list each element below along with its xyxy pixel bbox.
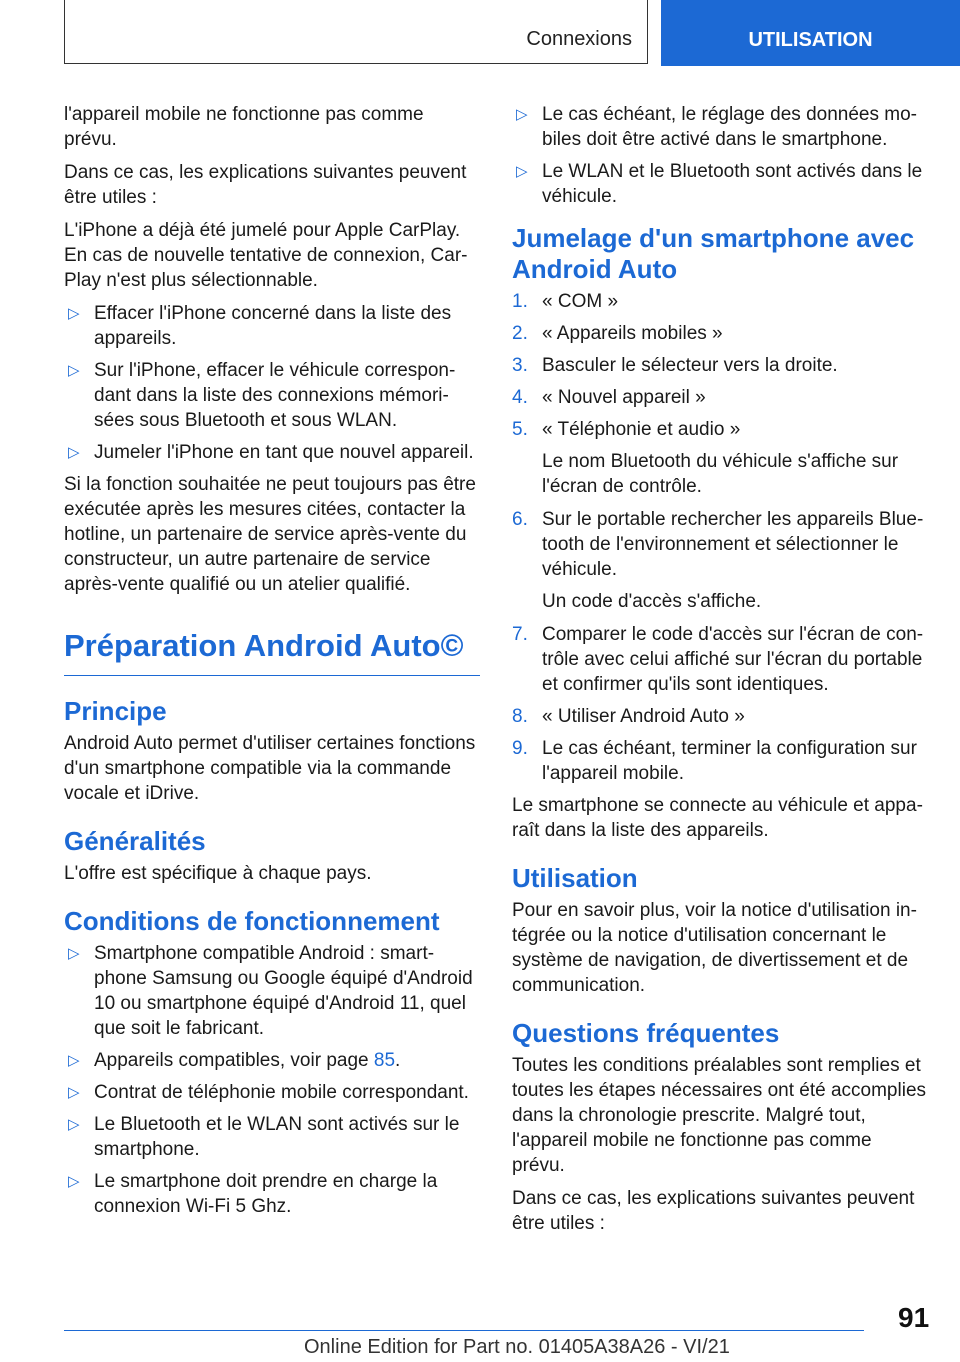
list-item-text: Le cas échéant, le réglage des données mobiles doit être activé dans le smartphone. bbox=[542, 104, 917, 150]
section-heading-utilisation: Utilisation bbox=[512, 863, 638, 893]
section-heading-generalites: Généralités bbox=[64, 826, 206, 856]
step-text: Basculer le sélecteur vers la droite. bbox=[542, 355, 838, 376]
list-item bbox=[64, 440, 480, 465]
list-item-text: Jumeler l'iPhone en tant que nouvel appareil. bbox=[94, 442, 474, 463]
section-heading-principe: Principe bbox=[64, 696, 167, 726]
conditions-list bbox=[64, 941, 480, 1219]
step-text: « Nouvel appareil » bbox=[542, 387, 706, 408]
list-item bbox=[64, 301, 480, 351]
step-number: 5. bbox=[512, 419, 528, 440]
steps-list bbox=[512, 507, 928, 582]
step-number: 9. bbox=[512, 738, 528, 759]
step-item bbox=[512, 353, 928, 378]
triangle-bullet-icon: ▷ bbox=[68, 945, 80, 962]
step-item bbox=[512, 507, 928, 582]
paragraph: Dans ce cas, les explications suivantes peuvent être utiles : bbox=[512, 1188, 915, 1234]
triangle-bullet-icon: ▷ bbox=[68, 1116, 80, 1133]
step-text: Sur le portable rechercher les appareils Bluetooth de l'environnement et sélectionner le véhicule. bbox=[542, 509, 924, 580]
list-item bbox=[512, 159, 928, 209]
paragraph: Si la fonction souhaitée ne peut toujours pas être exécutée après les mesures citées, contacter la hotline, un partenaire de service après-vente du constructeur, un autre partenaire de service après-vente qualifié ou un atelier qualifié. bbox=[64, 474, 476, 595]
step-item bbox=[512, 385, 928, 410]
list-item bbox=[64, 941, 480, 1041]
section-heading-questions: Questions fréquentes bbox=[512, 1018, 780, 1048]
step-item bbox=[512, 417, 928, 442]
page-reference-link[interactable]: 85 bbox=[373, 1050, 396, 1071]
list-item-text: Le Bluetooth et le WLAN sont activés sur le smartphone. bbox=[94, 1114, 460, 1160]
step-number: 1. bbox=[512, 291, 528, 312]
list-item bbox=[64, 358, 480, 433]
step-number: 3. bbox=[512, 355, 528, 376]
triangle-bullet-icon: ▷ bbox=[68, 444, 80, 461]
left-column bbox=[64, 102, 480, 1226]
chapter-heading: Préparation Android Auto© bbox=[64, 627, 480, 676]
footer-divider bbox=[64, 1330, 864, 1331]
step-number: 6. bbox=[512, 509, 528, 530]
right-column bbox=[512, 102, 928, 1244]
step-text: Comparer le code d'accès sur l'écran de contrôle avec celui affiché sur l'écran du portable et confirmer qu'ils sont identiques. bbox=[542, 624, 924, 695]
steps-list bbox=[512, 622, 928, 786]
footer-edition: Online Edition for Part no. 01405A38A26 - VI/21 bbox=[304, 1336, 730, 1358]
triangle-bullet-icon: ▷ bbox=[516, 106, 528, 123]
section-heading-conditions: Conditions de fonctionnement bbox=[64, 906, 440, 936]
chapter-tab bbox=[661, 0, 960, 66]
list-item bbox=[64, 1112, 480, 1162]
list-item bbox=[64, 1048, 480, 1073]
list-item-text: Effacer l'iPhone concerné dans la liste des appareils. bbox=[94, 303, 452, 349]
list-item bbox=[64, 1169, 480, 1219]
step-text: « COM » bbox=[542, 291, 619, 312]
step-note: Le nom Bluetooth du véhicule s'affiche sur l'écran de contrôle. bbox=[542, 451, 899, 497]
chapter-label: UTILISATION bbox=[748, 28, 873, 51]
step-number: 4. bbox=[512, 387, 528, 408]
paragraph: Toutes les conditions préalables sont remplies et toutes les étapes nécessaires ont été accomplies dans la chronologie prescrite. Malgré tout, l'appareil mobile ne fonctionne pas comme prévu. bbox=[512, 1055, 927, 1176]
step-text: Le cas échéant, terminer la configuration sur l'appareil mobile. bbox=[542, 738, 917, 784]
step-number: 2. bbox=[512, 323, 528, 344]
paragraph: L'iPhone a déjà été jumelé pour Apple CarPlay. En cas de nouvelle tentative de connexion, CarPlay n'est plus sélectionnable. bbox=[64, 220, 468, 291]
page-number: 91 bbox=[898, 1302, 930, 1333]
list-item-text: Contrat de téléphonie mobile correspondant. bbox=[94, 1082, 469, 1103]
bullet-list bbox=[512, 102, 928, 209]
step-item bbox=[512, 622, 928, 697]
step-note: Un code d'accès s'affiche. bbox=[542, 591, 762, 612]
step-text: « Téléphonie et audio » bbox=[542, 419, 741, 440]
step-number: 7. bbox=[512, 624, 528, 645]
triangle-bullet-icon: ▷ bbox=[68, 1052, 80, 1069]
list-item bbox=[64, 1080, 480, 1105]
section-title: Connexions bbox=[526, 28, 632, 50]
paragraph: Android Auto permet d'utiliser certaines fonctions d'un smartphone compatible via la commande vocale et iDrive. bbox=[64, 733, 476, 804]
list-item-text: Le WLAN et le Bluetooth sont activés dans le véhicule. bbox=[542, 161, 923, 207]
paragraph: l'appareil mobile ne fonctionne pas comme prévu. bbox=[64, 104, 424, 150]
list-item bbox=[512, 102, 928, 152]
step-item bbox=[512, 289, 928, 314]
step-item bbox=[512, 321, 928, 346]
step-text: « Appareils mobiles » bbox=[542, 323, 723, 344]
step-item bbox=[512, 736, 928, 786]
list-item-text: Appareils compatibles, voir page bbox=[94, 1050, 374, 1071]
paragraph: Pour en savoir plus, voir la notice d'utilisation intégrée ou la notice d'utilisation concernant le système de navigation, de divertissement et de communication. bbox=[512, 900, 917, 996]
paragraph: L'offre est spécifique à chaque pays. bbox=[64, 863, 372, 884]
bullet-list bbox=[64, 301, 480, 465]
list-item-text: . bbox=[395, 1050, 401, 1071]
triangle-bullet-icon: ▷ bbox=[68, 305, 80, 322]
step-item bbox=[512, 704, 928, 729]
steps-list bbox=[512, 289, 928, 442]
section-heading-jumelage: Jumelage d'un smartphone avec Android Auto bbox=[512, 223, 915, 284]
triangle-bullet-icon: ▷ bbox=[68, 1173, 80, 1190]
list-item-text: Smartphone compatible Android : smartphone Samsung ou Google équipé d'Android 10 ou smartphone équipé d'Android 11, quel que soit le fabricant. bbox=[94, 943, 473, 1039]
triangle-bullet-icon: ▷ bbox=[68, 1084, 80, 1101]
triangle-bullet-icon: ▷ bbox=[68, 362, 80, 379]
list-item-text: Sur l'iPhone, effacer le véhicule correspondant dans la liste des connexions mémorisées sous Bluetooth et sous WLAN. bbox=[94, 360, 456, 431]
paragraph: Dans ce cas, les explications suivantes peuvent être utiles : bbox=[64, 162, 467, 208]
triangle-bullet-icon: ▷ bbox=[516, 163, 528, 180]
paragraph: Le smartphone se connecte au véhicule et apparaît dans la liste des appareils. bbox=[512, 795, 923, 841]
step-number: 8. bbox=[512, 706, 528, 727]
list-item-text: Le smartphone doit prendre en charge la connexion Wi-Fi 5 Ghz. bbox=[94, 1171, 438, 1217]
step-text: « Utiliser Android Auto » bbox=[542, 706, 745, 727]
